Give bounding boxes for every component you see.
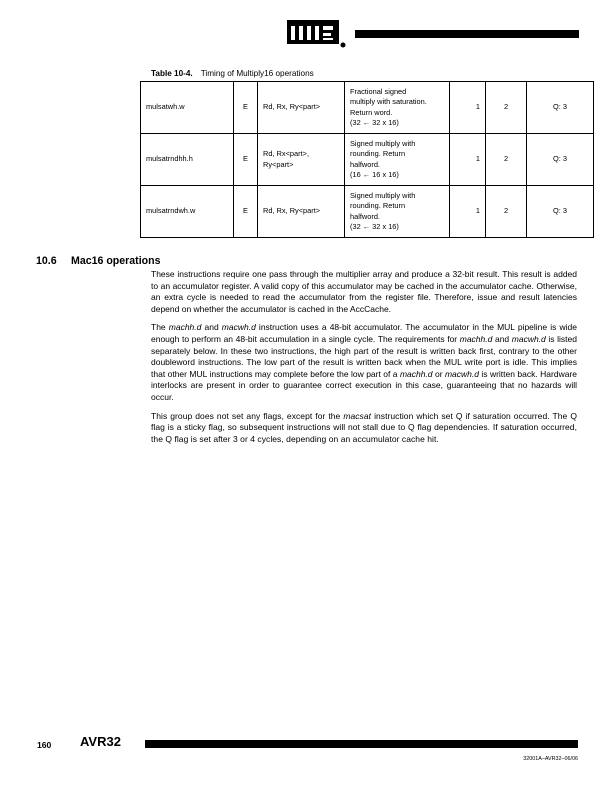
description-line: Signed multiply with [350, 190, 416, 200]
footer-rule [145, 740, 578, 748]
q-latency-cell: Q: 3 [527, 82, 594, 134]
table-caption [151, 69, 314, 78]
instruction-name: macwh.d [221, 322, 256, 333]
document-title: AVR32 [80, 734, 121, 749]
text-span: The [151, 322, 169, 333]
mnemonic-cell: mulsatwh.w [141, 82, 234, 134]
unit-cell: E [234, 134, 258, 186]
operands-cell: Rd, Rx<part>, Ry<part> [258, 134, 345, 186]
description-cell [345, 82, 450, 134]
paragraph-flags [151, 411, 577, 446]
description-line: Return word. [350, 107, 393, 117]
description-line: halfword. [350, 211, 380, 221]
description-line: (32 ← 32 x 16) [350, 222, 399, 231]
description-line: halfword. [350, 159, 380, 169]
text-span: or [432, 368, 445, 379]
issue-latency-cell: 1 [450, 82, 486, 134]
description-line: Signed multiply with [350, 138, 416, 148]
description-line: Fractional signed [350, 86, 407, 96]
instruction-name: machh.d [168, 322, 202, 333]
text-span: instruction uses a 48-bit accumulator. The accumulator in the MUL pipeline is wide enough to perform an 48-bit accumulation in a single cycle. The requirements for [151, 322, 577, 344]
mnemonic-cell: mulsatrndwh.w [141, 186, 234, 238]
operands-cell: Rd, Rx, Ry<part> [258, 82, 345, 134]
instruction-name: macwh.d [511, 333, 546, 344]
text-span: This group does not set any flags, except for the [151, 410, 344, 421]
instruction-name: machh.d [399, 368, 433, 379]
table-row [141, 134, 594, 186]
description-line: multiply with saturation. [350, 97, 427, 106]
section-heading [36, 255, 161, 267]
text-span: and [492, 333, 512, 344]
result-latency-cell: 2 [486, 82, 527, 134]
mnemonic-cell: mulsatrndhh.h [141, 134, 234, 186]
text-span: instruction which set Q if saturation occurred. The Q flag is a sticky flag, so subsequent instructions will not stall due to Q flag dependencies. If saturation occurred, the Q flag is set after 3 or 4 cycles, depending on an accumulator cache hit. [151, 410, 577, 444]
atmel-logo-icon [279, 16, 349, 50]
description-line: rounding. Return [350, 201, 406, 210]
paragraph-accumulator-cache: These instructions require one pass through the multiplier array and produce a 32-bit result. This result is added to an accumulator register. A valid copy of this accumulator may be cached in the accumulator cache. Otherwise, an extra cycle is needed to read the accumulator from the register file. Therefore, issue and result latencies depend on whether the accumulator is cached in the AccCache. [151, 269, 577, 314]
section-title: Mac16 operations [71, 255, 161, 267]
unit-cell: E [234, 186, 258, 238]
page-number: 160 [37, 740, 52, 750]
instruction-name: macsat [343, 410, 372, 421]
table-row [141, 186, 594, 238]
issue-latency-cell: 1 [450, 186, 486, 238]
text-span: is listed separately below. In these two instructions, the high part of the result is written back first, contrary to the other doubleword instructions. The low part of the result is written back when the MUL write port is idle. This implies that other MUL instructions may complete before the low part of a [151, 333, 577, 379]
description-cell [345, 186, 450, 238]
result-latency-cell: 2 [486, 134, 527, 186]
q-latency-cell: Q: 3 [527, 134, 594, 186]
atmel-logo [279, 16, 349, 50]
description-line: (32 ← 32 x 16) [350, 118, 399, 127]
description-line: rounding. Return [350, 149, 406, 158]
section-number: 10.6 [36, 255, 57, 267]
issue-latency-cell: 1 [450, 134, 486, 186]
multiply16-timing-table [140, 81, 594, 238]
table-row [141, 82, 594, 134]
table-caption-title: Timing of Multiply16 operations [200, 69, 314, 78]
description-cell [345, 134, 450, 186]
q-latency-cell: Q: 3 [527, 186, 594, 238]
instruction-name: macwh.d [444, 368, 479, 379]
text-span: is written back. Hardware interlocks are present in order to guarantee correct execution in this case, guaranteeing that no hazards will occur. [151, 368, 577, 402]
result-latency-cell: 2 [486, 186, 527, 238]
section-body [151, 269, 577, 452]
text-span: and [201, 322, 222, 333]
operands-cell: Rd, Rx, Ry<part> [258, 186, 345, 238]
unit-cell: E [234, 82, 258, 134]
description-line: (16 ← 16 x 16) [350, 170, 399, 179]
table-caption-label: Table 10-4. [151, 69, 193, 78]
document-id: 32001A–AVR32–06/06 [523, 756, 578, 762]
paragraph-48bit-accumulator [151, 322, 577, 403]
header-rule [355, 30, 579, 38]
instruction-name: machh.d [459, 333, 493, 344]
